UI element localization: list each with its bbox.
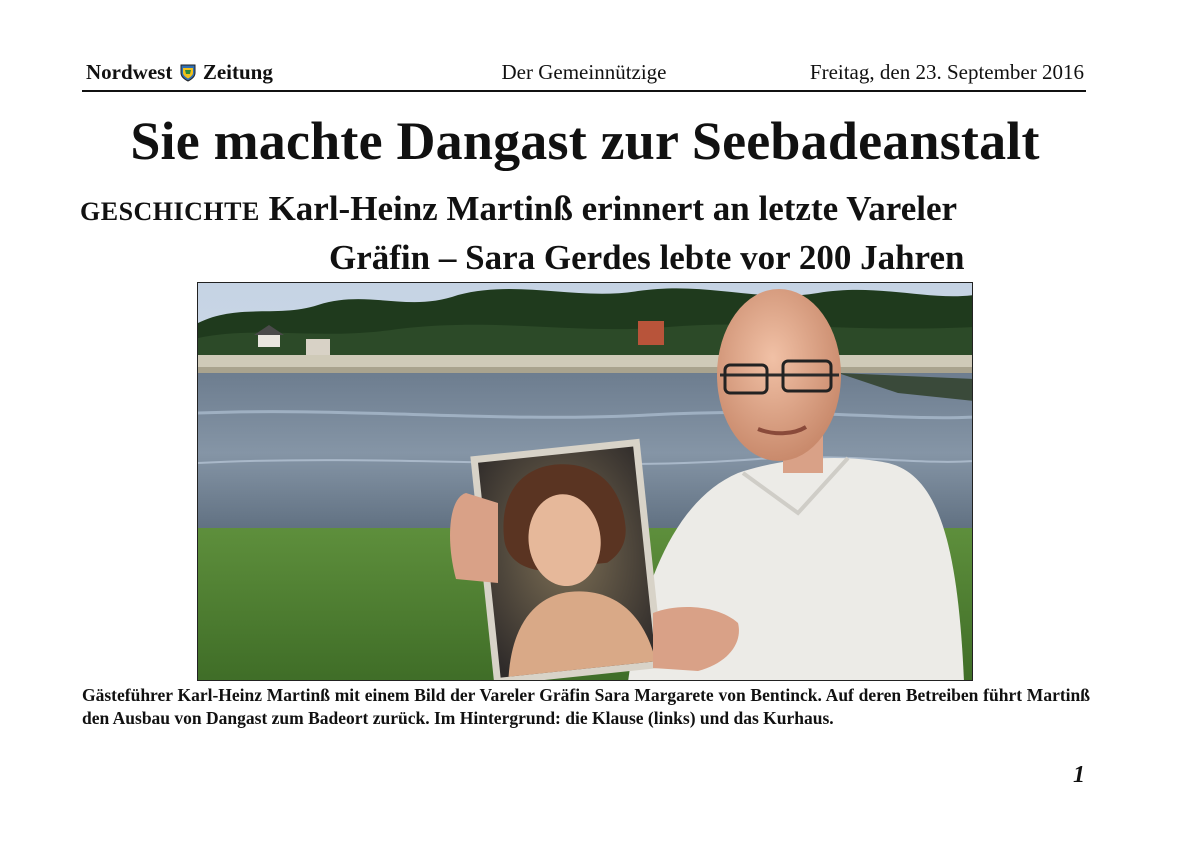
photo-caption: Gästeführer Karl-Heinz Martinß mit einem Bild der Vareler Gräfin Sara Margarete von Bentinck. Auf deren Betreiben führt Martinß den Ausbau von Dangast zum Badeort zurück. Im Hintergrund: die Klause (links) und das Kurhaus. (82, 685, 1090, 728)
brand-name-right: Zeitung (202, 60, 273, 84)
masthead (82, 58, 1086, 92)
subheadline-line-1: Karl-Heinz Martinß erinnert an letzte Vareler (268, 189, 958, 228)
issue-date: Freitag, den 23. September 2016 (809, 60, 1084, 84)
article-headline: Sie machte Dangast zur Seebadeanstalt (130, 111, 1040, 171)
brand-name-left: Nordwest (86, 60, 173, 84)
article-photo (197, 282, 973, 681)
section-title: Der Gemeinnützige (501, 60, 667, 84)
page-number: 1 (1073, 762, 1085, 788)
photo-illustration (198, 283, 973, 681)
section-kicker: GESCHICHTE (80, 197, 260, 226)
subheadline-line-2: Gräfin – Sara Gerdes lebte vor 200 Jahren (329, 238, 965, 277)
article-subheadline (80, 186, 1090, 281)
